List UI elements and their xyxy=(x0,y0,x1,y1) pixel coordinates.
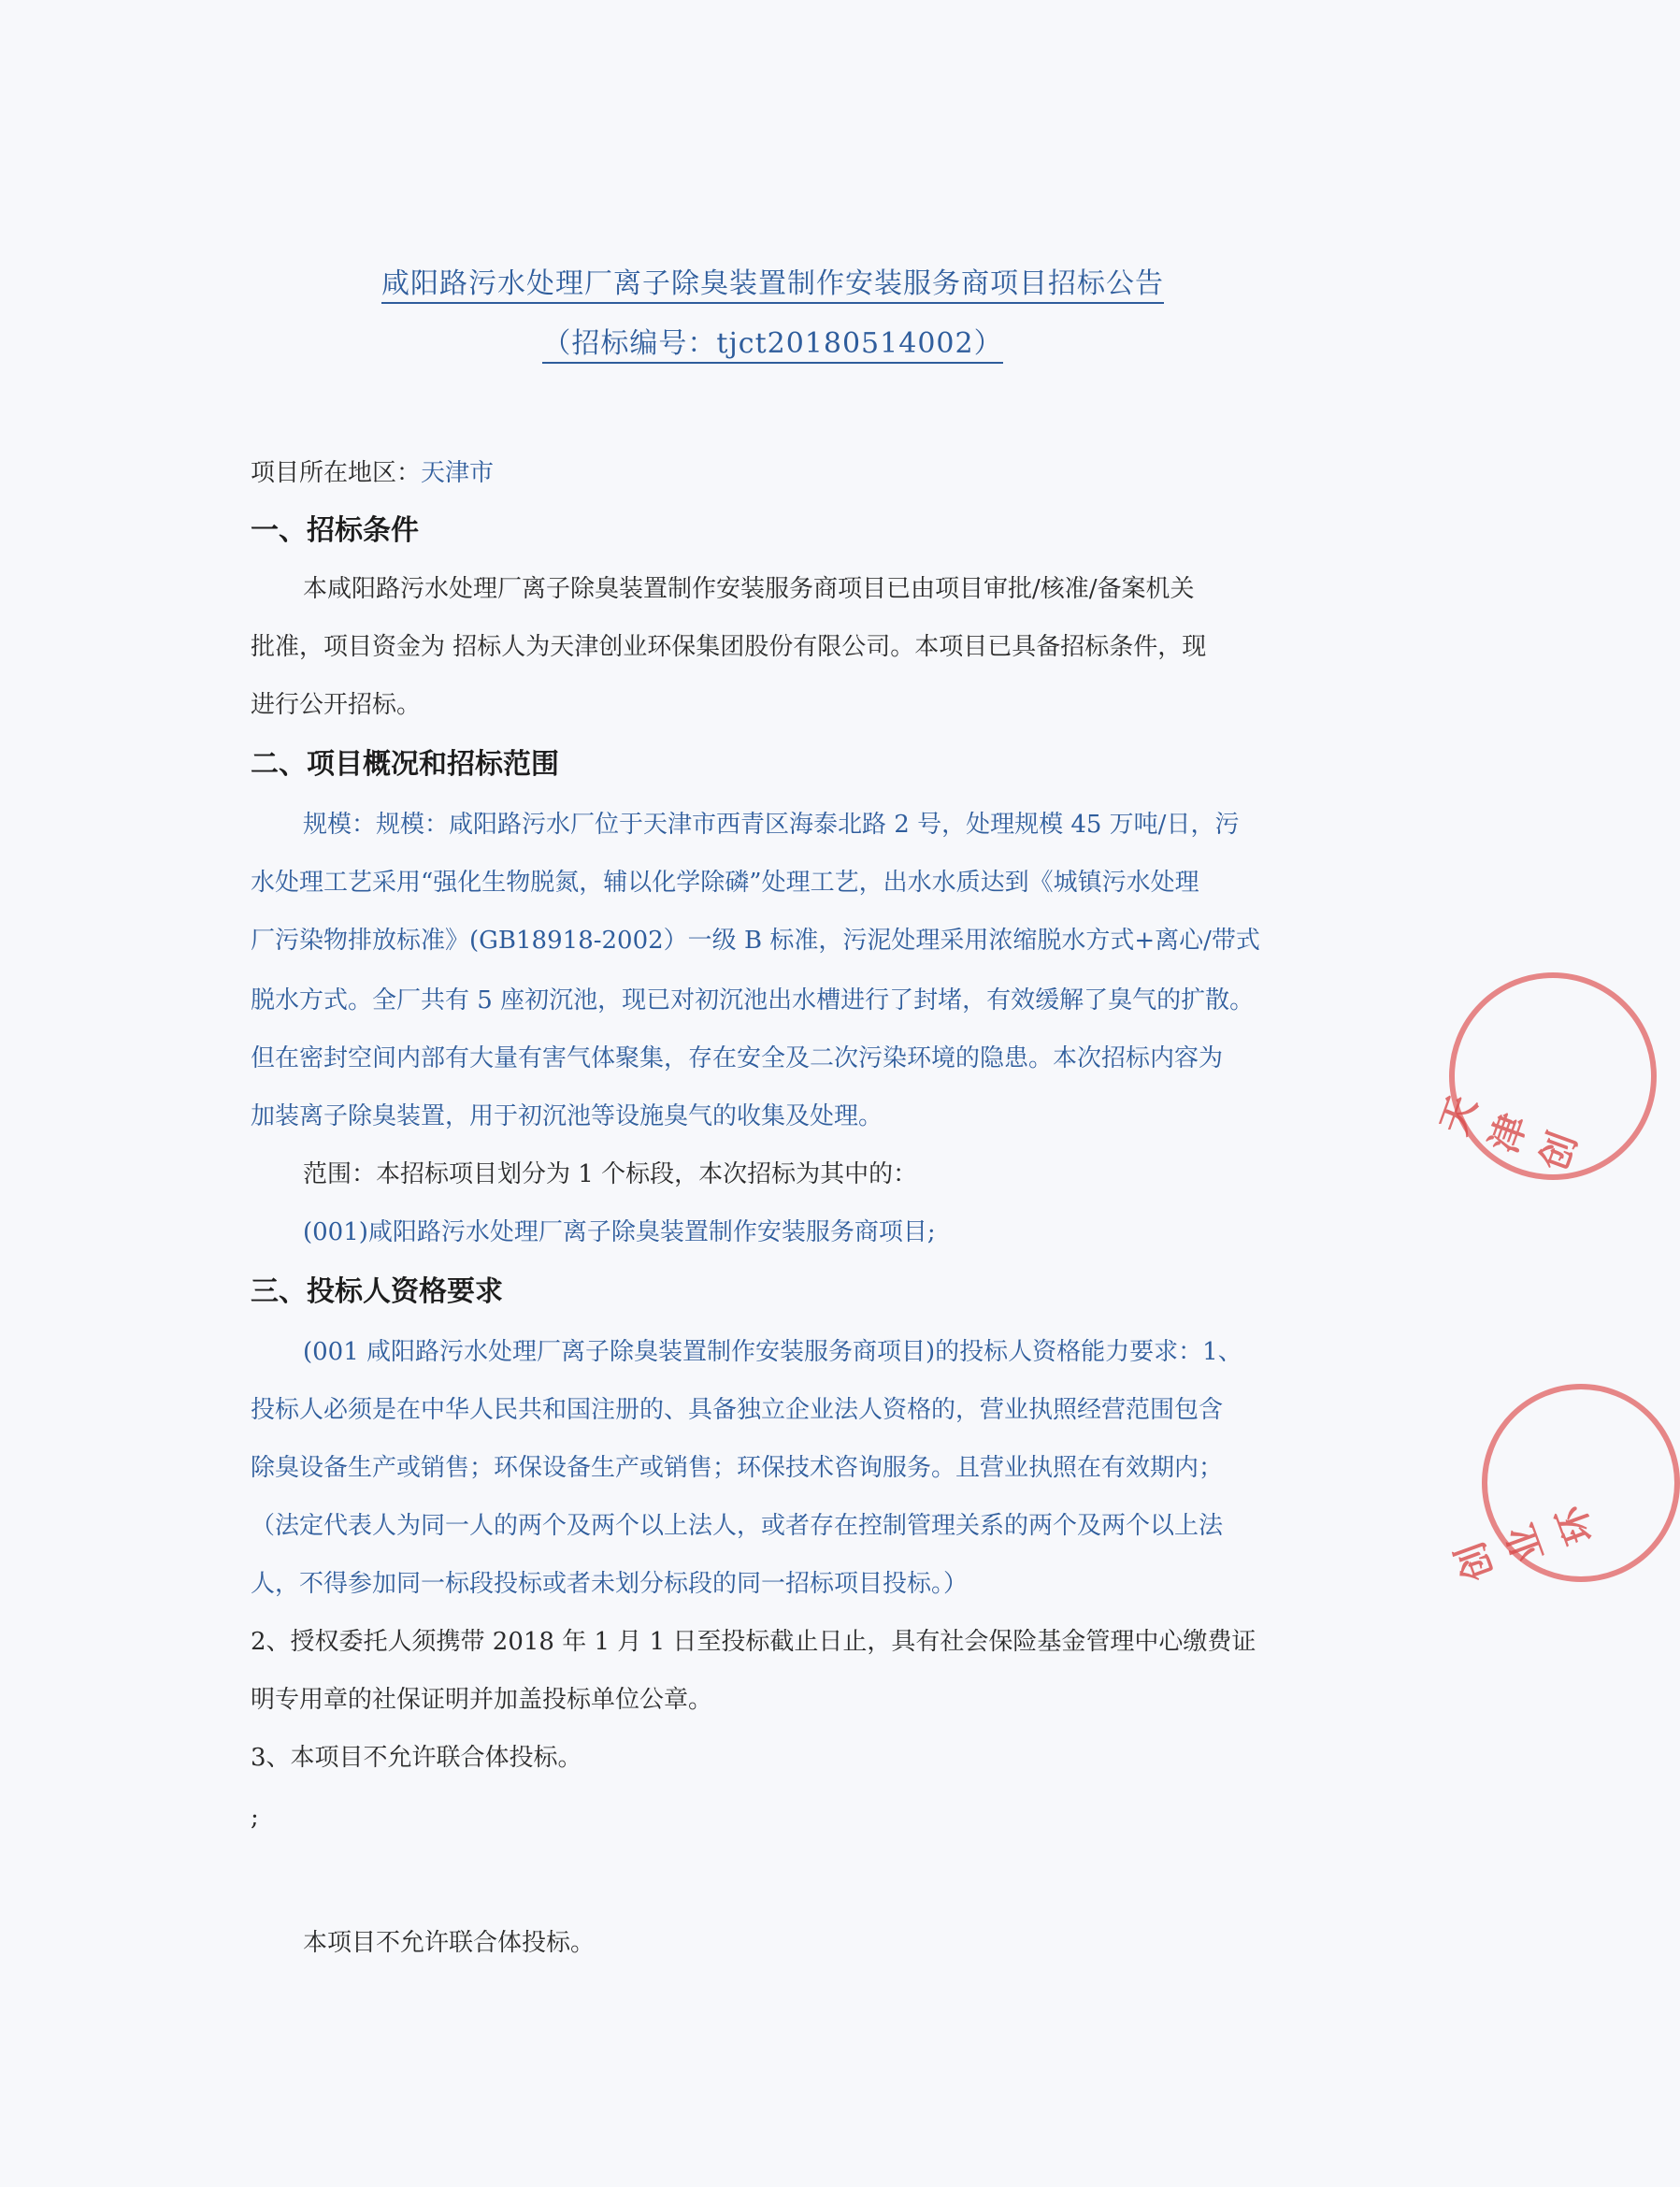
section-1-heading: 一、招标条件 xyxy=(251,514,419,547)
seal-text-bottom: 创业环 xyxy=(1448,1500,1603,1587)
document-title: 咸阳路污水处理厂离子除臭装置制作安装服务商项目招标公告 xyxy=(0,260,1545,301)
section-3-line: （法定代表人为同一人的两个及两个以上法人，或者存在控制管理关系的两个及两个以上法 xyxy=(251,1512,1224,1540)
section-2-scale-line: 但在密封空间内部有大量有害气体聚集，存在安全及二次污染环境的隐患。本次招标内容为 xyxy=(251,1044,1224,1072)
section-2-heading: 二、项目概况和招标范围 xyxy=(251,748,559,781)
section-2-scale-line: 规模：规模：咸阳路污水厂位于天津市西青区海泰北路 2 号，处理规模 45 万吨/日，污 xyxy=(303,811,1240,839)
section-3-line: 投标人必须是在中华人民共和国注册的、具备独立企业法人资格的，营业执照经营范围包含 xyxy=(251,1396,1224,1424)
section-2-scale-line: 水处理工艺采用“强化生物脱氮，辅以化学除磷”处理工艺，出水水质达到《城镇污水处理 xyxy=(251,869,1199,897)
location-label: 项目所在地区： xyxy=(251,459,422,487)
section-3-line: 明专用章的社保证明并加盖投标单位公章。 xyxy=(251,1686,713,1714)
section-1-line: 本咸阳路污水处理厂离子除臭装置制作安装服务商项目已由项目审批/核准/备案机关 xyxy=(303,575,1195,603)
section-2-scale-line: 厂污染物排放标准》(GB18918-2002）一级 B 标准，污泥处理采用浓缩脱水方式+离心/带式 xyxy=(251,927,1260,955)
section-3-line: ; xyxy=(251,1804,259,1832)
closing-line: 本项目不允许联合体投标。 xyxy=(303,1929,596,1957)
section-2-scale-line: 脱水方式。全厂共有 5 座初沉池，现已对初沉池出水槽进行了封堵，有效缓解了臭气的扩散。 xyxy=(251,986,1255,1014)
project-location xyxy=(251,458,1298,488)
section-3-line: 2、授权委托人须携带 2018 年 1 月 1 日至投标截止日止，具有社会保险基金管理中心缴费证 xyxy=(251,1628,1256,1656)
bid-number: （招标编号：tjct20180514002） xyxy=(0,320,1545,361)
section-1-line: 进行公开招标。 xyxy=(251,691,422,719)
section-3-line: 3、本项目不允许联合体投标。 xyxy=(251,1744,582,1772)
section-3-heading: 三、投标人资格要求 xyxy=(251,1275,503,1308)
location-value: 天津市 xyxy=(421,459,495,487)
seal-text-top: 天津创 xyxy=(1431,1089,1587,1177)
section-3-line: (001 咸阳路污水处理厂离子除臭装置制作安装服务商项目)的投标人资格能力要求：1、 xyxy=(303,1338,1242,1366)
section-2-range: 范围：本招标项目划分为 1 个标段，本次招标为其中的： xyxy=(303,1160,918,1188)
section-2-scale-line: 加装离子除臭装置，用于初沉池等设施臭气的收集及处理。 xyxy=(251,1102,883,1130)
section-2-lot: (001)咸阳路污水处理厂离子除臭装置制作安装服务商项目; xyxy=(303,1218,936,1246)
section-3-line: 除臭设备生产或销售；环保设备生产或销售；环保技术咨询服务。且营业执照在有效期内； xyxy=(251,1454,1224,1482)
section-1-line: 批准，项目资金为 招标人为天津创业环保集团股份有限公司。本项目已具备招标条件，现 xyxy=(251,633,1207,661)
section-3-line: 人，不得参加同一标段投标或者未划分标段的同一招标项目投标。） xyxy=(251,1570,969,1598)
